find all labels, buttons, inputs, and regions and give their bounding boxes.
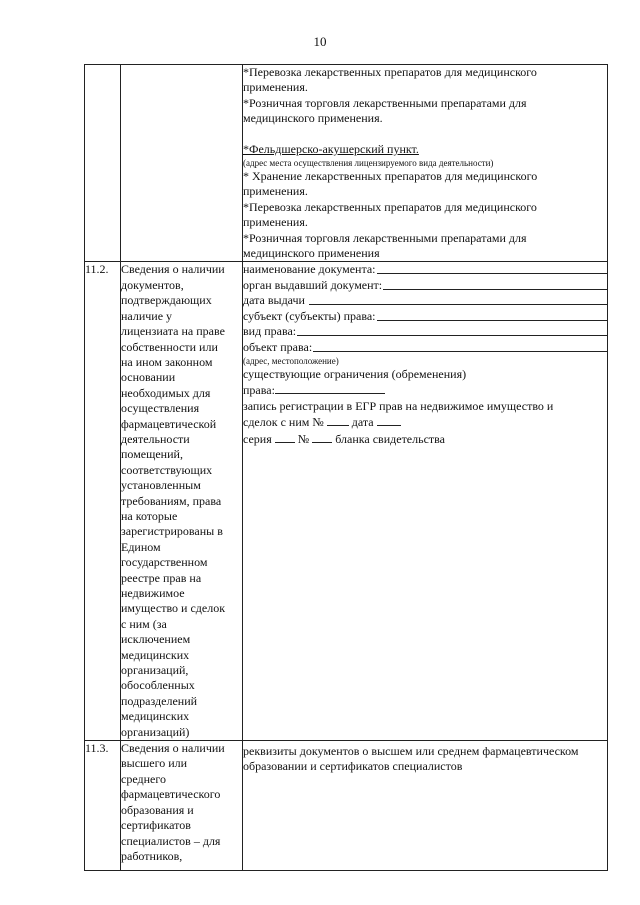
content-cell	[243, 741, 608, 871]
field-label: серия	[243, 431, 272, 446]
description-line: необходимых для	[121, 385, 211, 400]
description-cell	[121, 741, 243, 871]
field-label: бланка свидетельства	[335, 431, 446, 446]
description-line: специалистов – для	[121, 833, 221, 848]
blank-line	[312, 431, 332, 443]
point-title: *Фельдшерско-акушерский пункт.	[243, 141, 419, 156]
restrictions-field	[243, 382, 607, 398]
description-line: организаций)	[121, 724, 190, 739]
description-line: наличие у	[121, 308, 173, 323]
description-line: собственности или	[121, 339, 218, 354]
registration-line: запись регистрации в ЕГР прав на недвижимое имущество и	[243, 398, 554, 413]
description-line: реестре прав на	[121, 570, 202, 585]
field-label: субъект (субъекты) права:	[243, 308, 376, 323]
doc-name-field	[243, 262, 607, 277]
description-cell	[121, 65, 243, 262]
field-label: дата	[351, 415, 374, 430]
field-label: №	[297, 431, 310, 446]
description-line: Сведения о наличии	[121, 262, 225, 277]
field-label: орган выдавший документ:	[243, 277, 383, 292]
content-line: применения.	[243, 215, 308, 230]
license-info-table	[84, 64, 608, 871]
field-label: права:	[243, 383, 275, 398]
table-row-continuation	[85, 65, 608, 262]
description-line: основании	[121, 370, 176, 385]
issuer-field	[243, 278, 607, 293]
issue-date-field	[243, 293, 607, 308]
description-line: соответствующих	[121, 462, 213, 477]
content-line: применения.	[243, 80, 308, 95]
content-cell	[243, 65, 608, 262]
row-number: 11.2.	[85, 262, 121, 741]
field-label: сделок с ним №	[243, 415, 324, 430]
address-location-note: (адрес, местоположение)	[243, 355, 339, 366]
description-line: лицензиата на праве	[121, 324, 225, 339]
description-line: осуществления	[121, 401, 200, 416]
description-line: медицинских	[121, 647, 190, 662]
blank-line	[313, 340, 607, 352]
description-line: подтверждающих	[121, 293, 212, 308]
blank-line	[383, 278, 607, 290]
number-cell	[85, 65, 121, 262]
description-line: с ним (за	[121, 616, 167, 631]
description-line: зарегистрированы в	[121, 524, 223, 539]
description-line: исключением	[121, 632, 191, 647]
content-line: *Розничная торговля лекарственными препаратами для	[243, 230, 527, 245]
page-number: 10	[313, 34, 327, 49]
blank-line	[275, 382, 385, 394]
description-line: деятельности	[121, 431, 190, 446]
description-text	[121, 262, 242, 740]
table-row-11-3	[85, 741, 608, 871]
content-line: применения.	[243, 184, 308, 199]
subject-field	[243, 309, 607, 324]
description-line: требованиям, права	[121, 493, 222, 508]
content-line: *Перевозка лекарственных препаратов для медицинского	[243, 65, 537, 79]
blank-line	[377, 414, 401, 426]
description-line: документов,	[121, 277, 184, 292]
field-label: вид права:	[243, 324, 297, 339]
blank-line	[377, 309, 608, 321]
content-line: медицинского применения.	[243, 111, 383, 126]
description-line: установленным	[121, 478, 201, 493]
address-note: (адрес места осуществления лицензируемого вида деятельности)	[243, 158, 494, 169]
field-label: объект права:	[243, 339, 313, 354]
blank-line	[377, 262, 607, 274]
content-line: медицинского применения	[243, 246, 380, 261]
description-line: помещений,	[121, 447, 183, 462]
description-line: на ином законном	[121, 354, 213, 369]
table-row-11-2	[85, 262, 608, 741]
description-line: подразделений	[121, 693, 198, 708]
description-line: организаций,	[121, 663, 189, 678]
description-line: медицинских	[121, 709, 190, 724]
description-line: сертификатов	[121, 818, 191, 833]
right-type-field	[243, 324, 607, 339]
description-text	[121, 741, 242, 864]
row-number: 11.3.	[85, 741, 121, 871]
description-line: недвижимое	[121, 586, 185, 600]
description-line: образования и	[121, 802, 194, 817]
description-line: работников,	[121, 848, 183, 863]
object-field	[243, 340, 607, 355]
description-line: Сведения о наличии	[121, 741, 225, 756]
blank-line	[297, 324, 607, 336]
description-line: фармацевтического	[121, 787, 221, 802]
registration-field	[243, 414, 607, 430]
field-label: дата выдачи	[243, 293, 305, 308]
description-line: обособленных	[121, 678, 195, 693]
content-line: реквизиты документов о высшем или среднем фармацевтическом	[243, 744, 579, 759]
description-line: на которые	[121, 508, 178, 523]
description-line: имущество и сделок	[121, 601, 226, 616]
description-line: государственном	[121, 555, 208, 570]
restrictions-label: существующие ограничения (обременения)	[243, 366, 467, 381]
description-line: фармацевтической	[121, 416, 217, 431]
field-label: наименование документа:	[243, 262, 376, 277]
blank-line	[327, 414, 349, 426]
content-line: образовании и сертификатов специалистов	[243, 759, 463, 774]
blank-line	[275, 431, 295, 443]
description-cell	[121, 262, 243, 741]
content-cell	[243, 262, 608, 741]
blank-line	[309, 293, 607, 305]
content-line: * Хранение лекарственных препаратов для медицинского	[243, 169, 538, 184]
content-line: *Перевозка лекарственных препаратов для медицинского	[243, 199, 537, 214]
description-line: среднего	[121, 771, 166, 786]
description-line: высшего или	[121, 756, 188, 771]
series-field	[243, 431, 607, 447]
description-line: Едином	[121, 539, 161, 554]
content-line: *Розничная торговля лекарственными препаратами для	[243, 95, 527, 110]
